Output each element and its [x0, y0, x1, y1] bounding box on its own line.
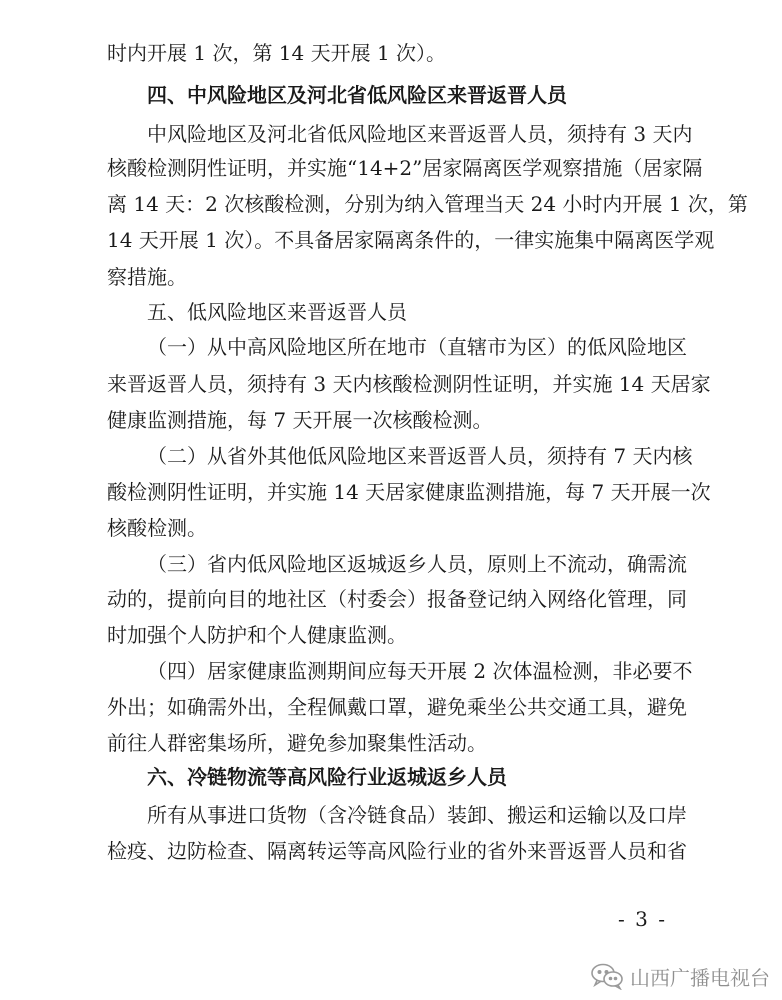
- text-line: 察措施。: [107, 265, 187, 289]
- text-line: 核酸检测。: [107, 516, 207, 540]
- text-line: 健康监测措施，每 7 天开展一次核酸检测。: [107, 408, 493, 432]
- text-line: 14 天开展 1 次）。不具备居家隔离条件的，一律实施集中隔离医学观: [107, 228, 715, 252]
- watermark: [590, 958, 770, 994]
- text-line: 核酸检测阴性证明，并实施“14+2”居家隔离医学观察措施（居家隔: [107, 156, 703, 180]
- text-line: （三）省内低风险地区返城返乡人员，原则上不流动，确需流: [147, 552, 687, 576]
- text-line: 时内开展 1 次，第 14 天开展 1 次）。: [107, 41, 447, 65]
- section-heading-5: 五、低风险地区来晋返晋人员: [147, 300, 407, 324]
- text-line: 检疫、边防检查、隔离转运等高风险行业的省外来晋返晋人员和省: [107, 839, 687, 863]
- text-line: 中风险地区及河北省低风险地区来晋返晋人员，须持有 3 天内: [147, 122, 693, 146]
- text-line: 来晋返晋人员，须持有 3 天内核酸检测阴性证明，并实施 14 天居家: [107, 372, 711, 396]
- watermark-text: 山西广播电视台: [630, 965, 770, 990]
- text-line: （一）从中高风险地区所在地市（直辖市为区）的低风险地区: [147, 335, 687, 359]
- text-line: 时加强个人防护和个人健康监测。: [107, 623, 407, 647]
- text-line: 前往人群密集场所，避免参加聚集性活动。: [107, 731, 487, 755]
- text-line: （四）居家健康监测期间应每天开展 2 次体温检测，非必要不: [147, 659, 693, 683]
- section-heading-4: 四、中风险地区及河北省低风险区来晋返晋人员: [147, 83, 567, 107]
- page-number: - 3 -: [618, 907, 667, 931]
- text-line: 外出；如确需外出，全程佩戴口罩，避免乘坐公共交通工具，避免: [107, 695, 687, 719]
- wechat-icon: [590, 962, 624, 990]
- text-line: 动的，提前向目的地社区（村委会）报备登记纳入网络化管理，同: [107, 587, 687, 611]
- section-heading-6: 六、冷链物流等高风险行业返城返乡人员: [147, 765, 507, 789]
- text-line: 离 14 天：2 次核酸检测，分别为纳入管理当天 24 小时内开展 1 次，第: [107, 192, 748, 216]
- text-line: 酸检测阴性证明，并实施 14 天居家健康监测措施，每 7 天开展一次: [107, 480, 711, 504]
- text-line: （二）从省外其他低风险地区来晋返晋人员，须持有 7 天内核: [147, 444, 693, 468]
- text-line: 所有从事进口货物（含冷链食品）装卸、搬运和运输以及口岸: [147, 803, 687, 827]
